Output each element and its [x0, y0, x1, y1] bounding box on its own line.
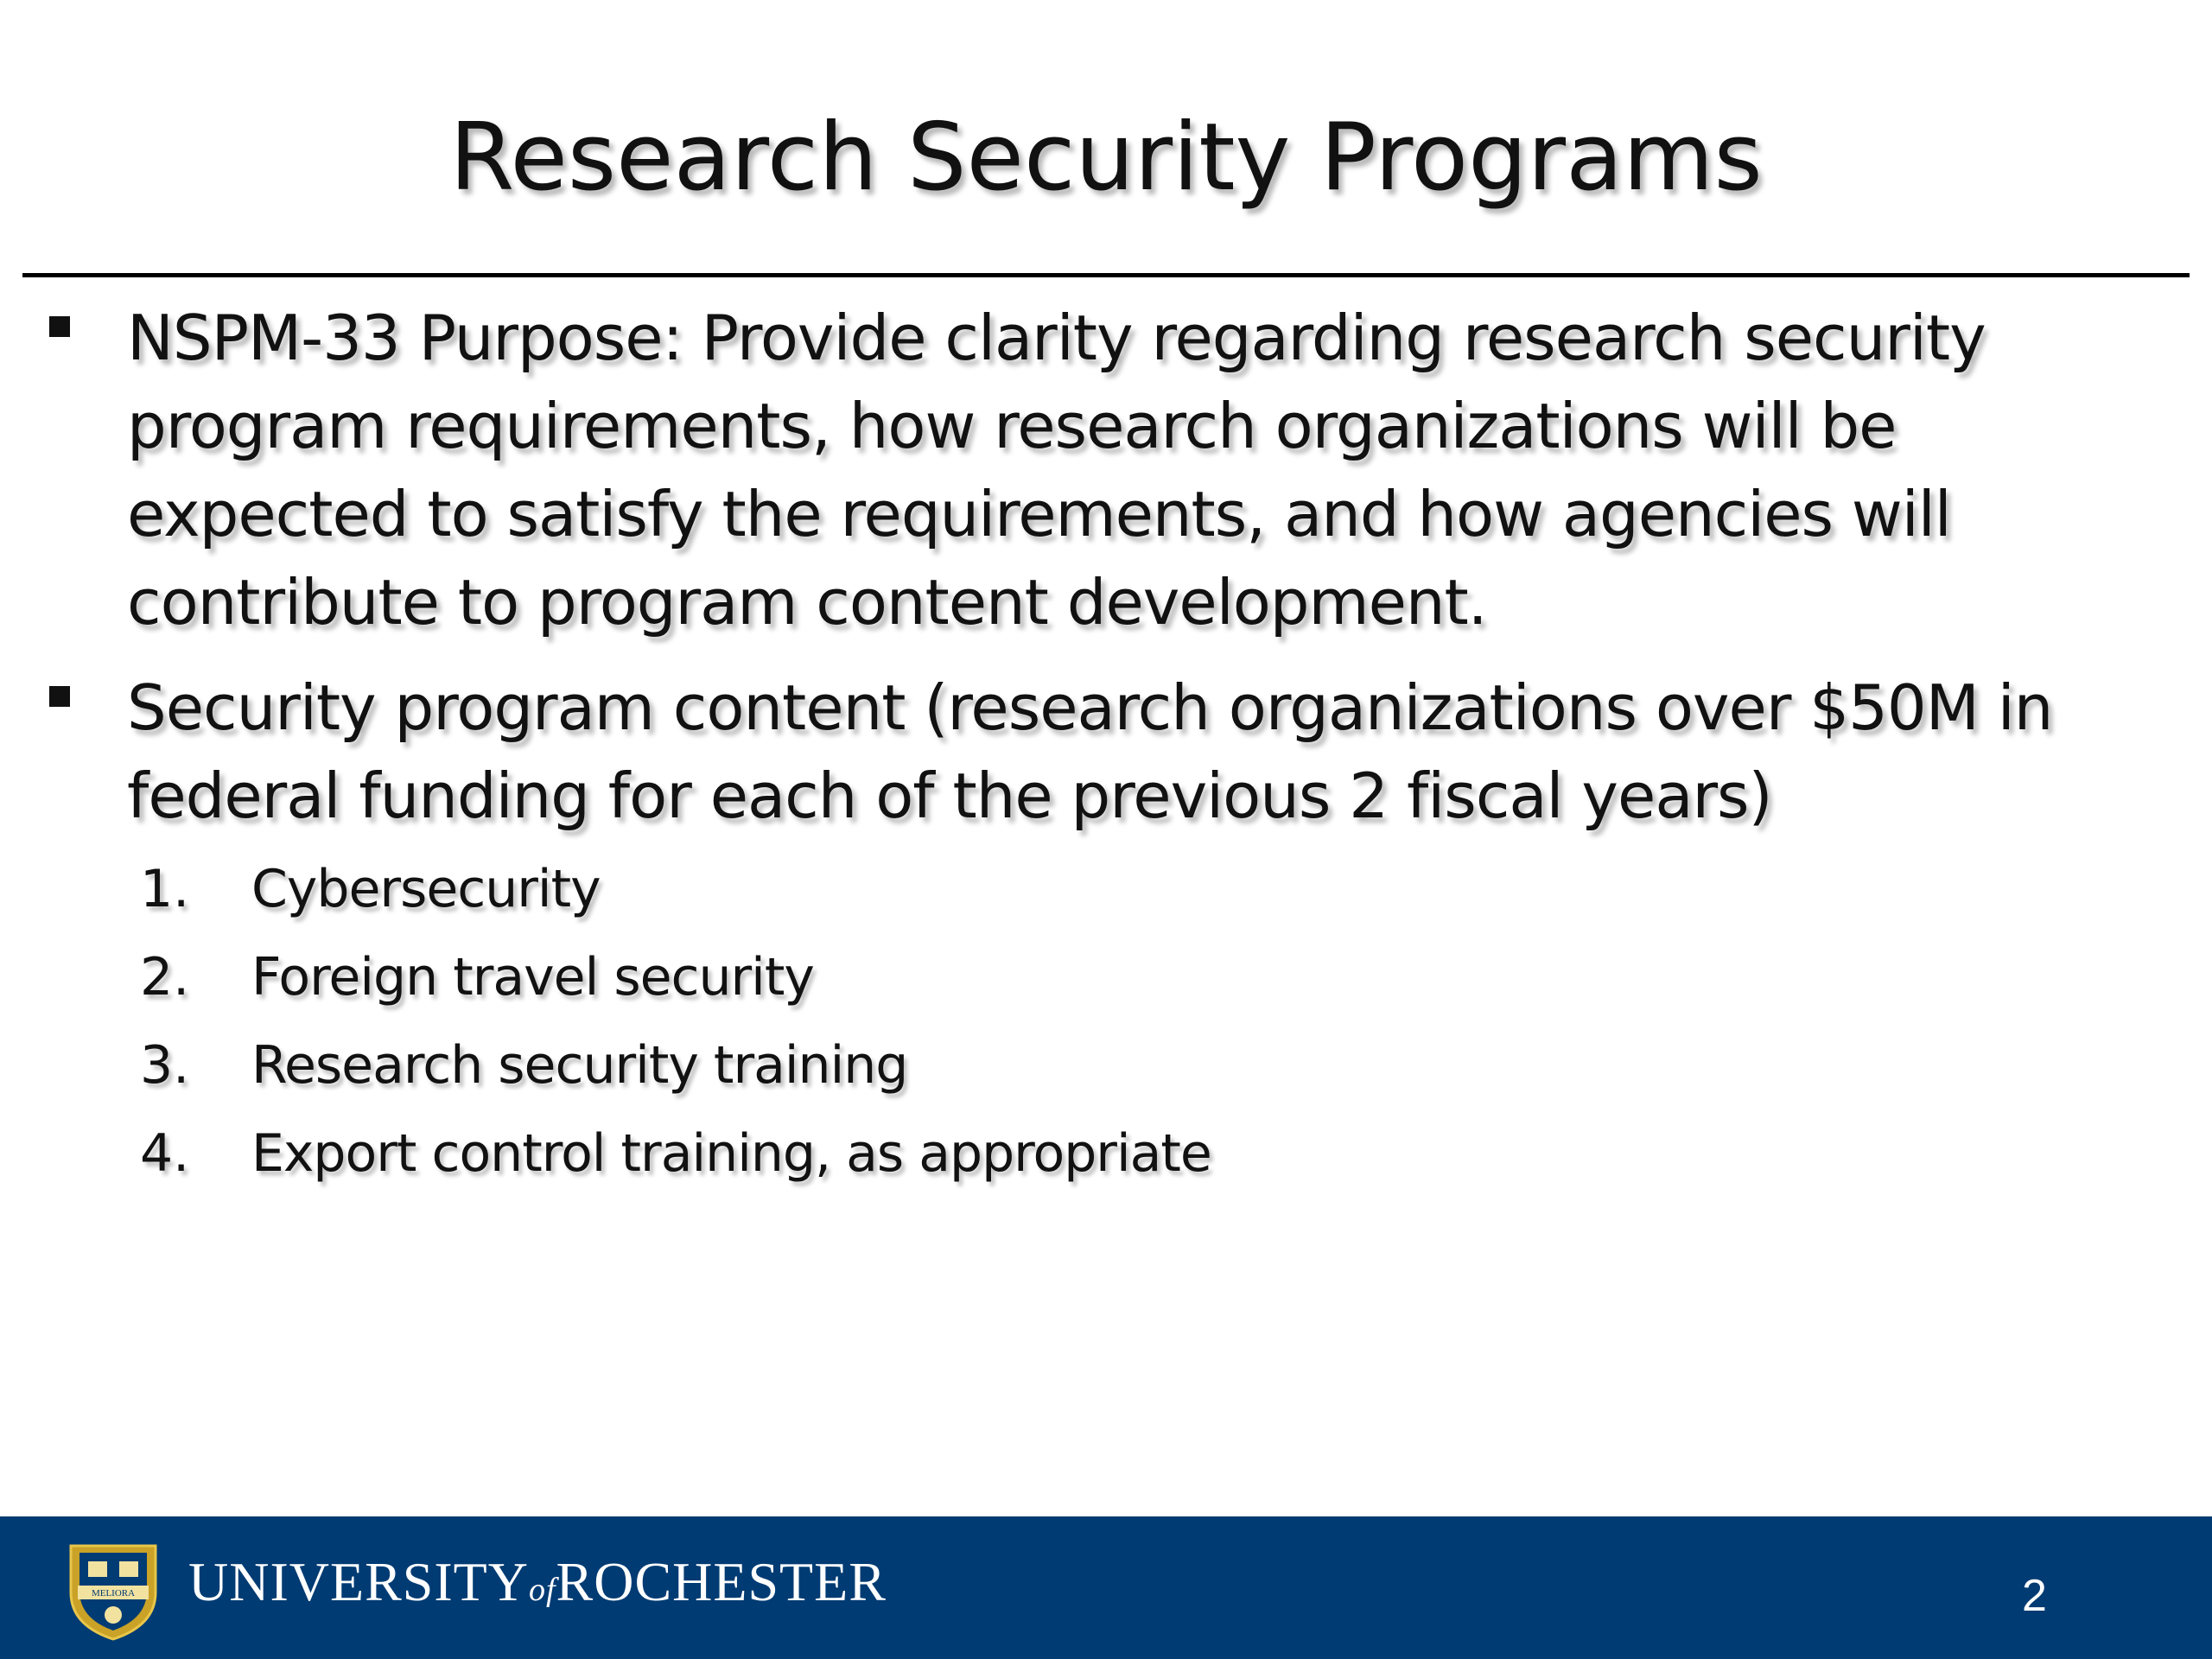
numbered-item-number: 1.: [140, 859, 190, 919]
numbered-item: [0, 845, 2177, 933]
slide-title: Research Security Programs: [449, 104, 1763, 212]
numbered-item-number: 4.: [140, 1123, 190, 1184]
footer-bar: [0, 1516, 2212, 1659]
numbered-item-text: Foreign travel security: [251, 947, 814, 1007]
page-number: 2: [2022, 1571, 2047, 1621]
logo-rochester: ROCHESTER: [556, 1551, 887, 1612]
bullet-square-icon: [49, 316, 70, 337]
numbered-item: [0, 933, 2177, 1021]
bullet-text: NSPM-33 Purpose: Provide clarity regarding research security program requirements, how research organizations will be expected to satisfy the requirements, and how agencies will contribute to program content development.: [127, 302, 1986, 639]
numbered-item-number: 3.: [140, 1035, 190, 1096]
numbered-item-number: 2.: [140, 947, 190, 1007]
numbered-item-text: Export control training, as appropriate: [251, 1123, 1211, 1184]
numbered-item: [0, 1021, 2177, 1109]
title-divider: [22, 273, 2190, 277]
numbered-item-text: Research security training: [251, 1035, 908, 1096]
university-seal-icon: [62, 1539, 164, 1643]
numbered-item-text: Cybersecurity: [251, 859, 601, 919]
logo-of: of: [528, 1572, 556, 1608]
seal-motto: MELIORA: [91, 1588, 136, 1599]
logo-university: UNIVERSITY: [188, 1551, 529, 1612]
bullet-text: Security program content (research organizations over $50M in federal funding for each of the previous 2 fiscal years): [127, 671, 2053, 832]
numbered-item: [0, 1109, 2177, 1198]
university-logo-text: [188, 1549, 887, 1623]
bullet-square-icon: [49, 686, 70, 707]
